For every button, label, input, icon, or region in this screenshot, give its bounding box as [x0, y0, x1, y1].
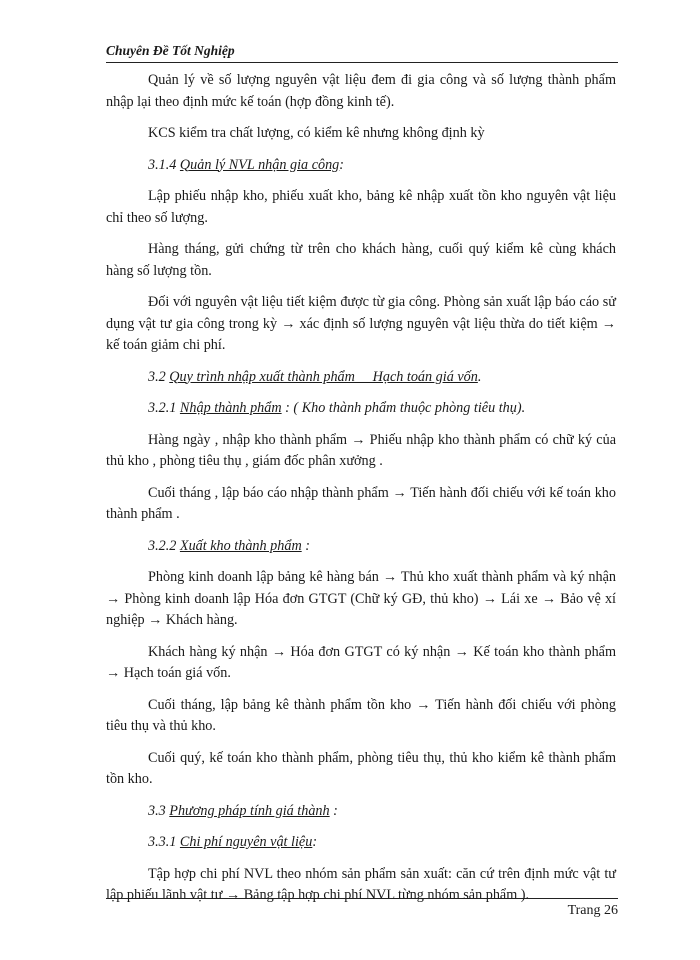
page-footer	[106, 898, 618, 918]
section-heading-3-2-2: 3.2.2 Xuất kho thành phẩm :	[148, 537, 310, 554]
paragraph: Cuối tháng , lập báo cáo nhập thành phẩm → Tiến hành đối chiếu với kế toán kho thành phẩm .	[106, 484, 616, 522]
section-heading-3-1-4: 3.1.4 Quản lý NVL nhận gia công:	[148, 156, 345, 173]
section-heading-3-2: 3.2 Quy trình nhập xuất thành phẩm Hạch toán giá vốn.	[148, 368, 482, 385]
paragraph: Cuối tháng, lập bảng kê thành phẩm tồn kho → Tiến hành đối chiếu với phòng tiêu thụ và thủ kho.	[106, 696, 616, 734]
paragraph: Hàng ngày , nhập kho thành phẩm → Phiếu nhập kho thành phẩm có chữ ký của thủ kho , phòng tiêu thụ , giám đốc phân xưởng .	[106, 431, 616, 469]
header-title: Chuyên Đề Tốt Nghiệp	[106, 43, 235, 58]
document-body	[106, 70, 616, 917]
page-header	[106, 40, 618, 63]
paragraph: Quản lý về số lượng nguyên vật liệu đem đi gia công và số lượng thành phẩm nhập lại theo định mức kế toán (hợp đồng kinh tế).	[106, 72, 616, 110]
paragraph: Tập hợp chi phí NVL theo nhóm sản phẩm sản xuất: căn cứ trên định mức vật tư lập phiếu lãnh vật tư → Bảng tập hợp chi phí NVL từng nhóm sản phẩm ).	[106, 865, 616, 903]
paragraph: Phòng kinh doanh lập bảng kê hàng bán → Thủ kho xuất thành phẩm và ký nhận → Phòng kinh doanh lập Hóa đơn GTGT (Chữ ký GĐ, thủ kho) → Lái xe → Bảo vệ xí nghiệp → Khách hàng.	[106, 569, 616, 628]
paragraph: Cuối quý, kế toán kho thành phẩm, phòng tiêu thụ, thủ kho kiểm kê thành phẩm tồn kho.	[106, 749, 616, 787]
paragraph: KCS kiểm tra chất lượng, có kiểm kê nhưng không định kỳ	[148, 125, 485, 141]
section-heading-3-2-1: 3.2.1 Nhập thành phẩm : ( Kho thành phẩm thuộc phòng tiêu thụ).	[148, 400, 526, 416]
paragraph: Hàng tháng, gửi chứng từ trên cho khách hàng, cuối quý kiểm kê cùng khách hàng số lượng tồn.	[106, 241, 616, 279]
section-heading-3-3-1: 3.3.1 Chi phí nguyên vật liệu:	[148, 834, 318, 850]
paragraph: Khách hàng ký nhận → Hóa đơn GTGT có ký nhận → Kế toán kho thành phẩm → Hạch toán giá vốn.	[106, 643, 616, 681]
paragraph: Đối với nguyên vật liệu tiết kiệm được từ gia công. Phòng sản xuất lập báo cáo sử dụng vật tư gia công trong kỳ → xác định số lượng nguyên vật liệu thừa do tiết kiệm → kế toán giảm chi phí.	[106, 294, 616, 353]
page-number: Trang 26	[567, 903, 618, 918]
section-heading-3-3: 3.3 Phương pháp tính giá thành :	[148, 802, 338, 819]
paragraph: Lập phiếu nhập kho, phiếu xuất kho, bảng kê nhập xuất tồn kho nguyên vật liệu chỉ theo số lượng.	[106, 188, 616, 226]
